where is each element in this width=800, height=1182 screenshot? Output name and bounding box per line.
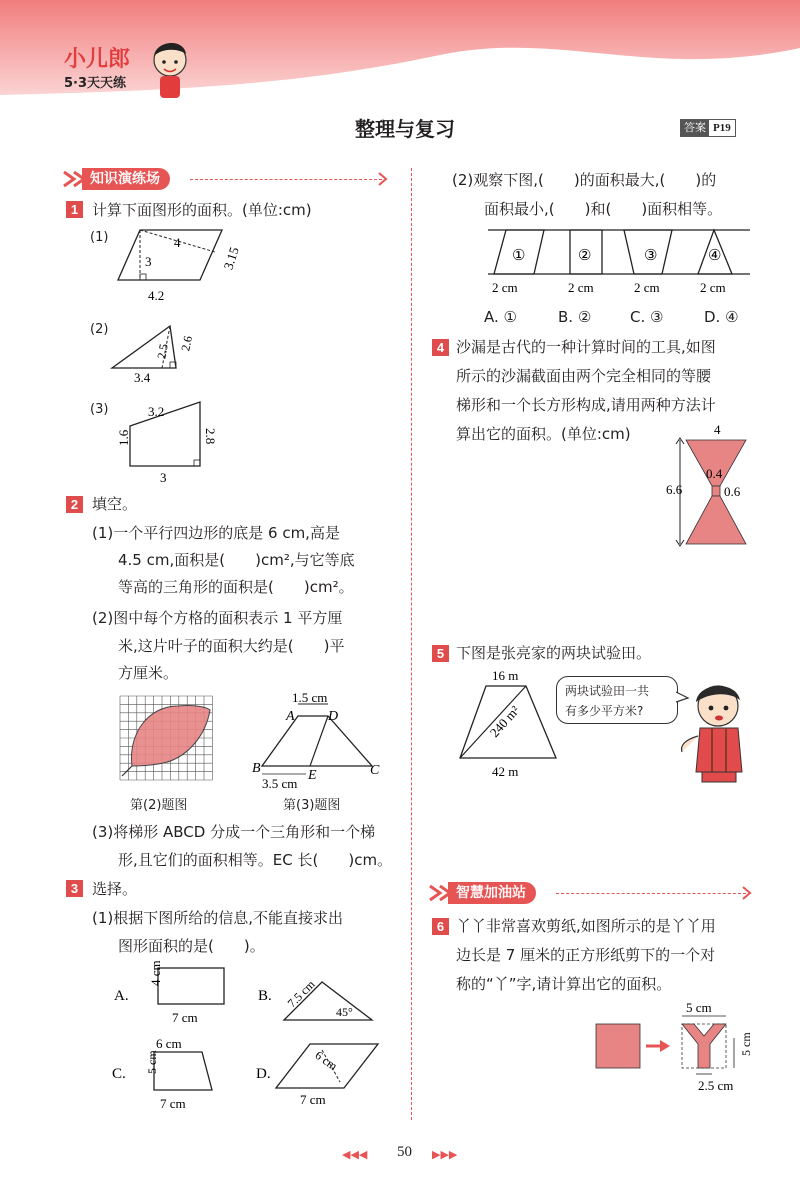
q3-choice-c: C. ③ <box>630 308 664 326</box>
q1-fig1-base: 4.2 <box>148 288 165 303</box>
q3-shape-2: ② <box>578 248 592 264</box>
q1-fig2-label: (2) <box>90 322 109 337</box>
brand-logo: 小儿郎 <box>64 47 131 72</box>
q2-trap-top: 1.5 cm <box>292 692 328 705</box>
q3-opt-a-h: 4 cm <box>148 960 163 986</box>
q3-width-1: 2 cm <box>492 280 518 295</box>
q4-l1: 沙漏是古代的一种计算时间的工具,如图 <box>456 338 716 356</box>
q1-fig2-a: 2.5 <box>154 342 171 360</box>
q4-l2: 所示的沙漏截面由两个完全相同的等腰 <box>456 367 712 385</box>
q4-h: 6.6 <box>666 482 683 497</box>
answer-page: P19 <box>713 122 731 134</box>
q4-top: 4 <box>714 422 721 437</box>
q5-text: 下图是张亮家的两块试验田。 <box>456 644 652 662</box>
q5-number: 5 <box>432 645 449 662</box>
q1-fig3-label: (3) <box>90 402 109 417</box>
q1-fig1-parallelogram <box>110 222 250 306</box>
q6-h-side: 5 cm <box>739 1032 753 1056</box>
q1-fig3-trapezoid <box>110 394 230 486</box>
q6-l3: 称的“丫”字,请计算出它的面积。 <box>456 975 672 993</box>
section-end-arrow-icon-2 <box>742 886 752 900</box>
q2-cap2: 第(2)题图 <box>130 798 188 813</box>
q4-hourglass <box>664 420 764 552</box>
prev-page-arrows[interactable]: ◀◀◀ <box>342 1148 368 1161</box>
q3-shape-1: ① <box>512 248 526 264</box>
q1-fig1-a: 4 <box>174 235 181 250</box>
q3-p1-l2: 图形面积的是( )。 <box>118 937 265 955</box>
q2-trapezoid-abcd <box>250 692 400 792</box>
q6-w-bot: 2.5 cm <box>698 1078 734 1093</box>
q6-paper-cut-diagram <box>590 998 770 1098</box>
q1-fig1-c: 3.15 <box>220 245 242 272</box>
q3-opt-b-ang: 45° <box>336 1005 353 1019</box>
q3-shape-4: ④ <box>708 248 722 264</box>
q3-p1-l1: (1)根据下图所给的信息,不能直接求出 <box>92 909 344 927</box>
q3-opt-b-s: 7.5 cm <box>284 977 318 1011</box>
section-challenge: 智慧加油站 <box>448 882 536 904</box>
q4-l4: 算出它的面积。(单位:cm) <box>456 425 631 443</box>
q1-fig2-base: 3.4 <box>134 370 151 384</box>
boy-character-icon <box>676 676 756 786</box>
q1-fig1-label: (1) <box>90 230 109 245</box>
q4-l3: 梯形和一个长方形构成,请用两种方法计 <box>456 396 716 414</box>
q2-p1-l2: 4.5 cm,面积是( )cm²,与它等底 <box>118 551 355 569</box>
answer-ref <box>680 119 736 137</box>
q2-p2-l1: (2)图中每个方格的面积表示 1 平方厘 <box>92 609 343 627</box>
q2-trap-e: E <box>308 768 317 783</box>
q1-fig3-right: 2.8 <box>203 428 218 445</box>
q1-text: 计算下面图形的面积。(单位:cm) <box>92 201 312 219</box>
q2-p2-l3: 方厘米。 <box>118 664 179 682</box>
page-number: 50 <box>397 1144 412 1160</box>
answer-label: 答案 <box>681 120 709 136</box>
q1-fig1-b: 3 <box>145 254 152 269</box>
q5-bot: 42 m <box>492 764 519 779</box>
q1-fig3-base: 3 <box>160 470 167 485</box>
q2-cap3: 第(3)题图 <box>283 798 341 813</box>
q4-side: 0.6 <box>724 484 741 499</box>
page-title: 整理与复习 <box>355 117 455 141</box>
q2-trap-c: C <box>370 763 380 778</box>
q3-p2-l2: 面积最小,( )和( )面积相等。 <box>484 200 723 218</box>
q3-number: 3 <box>66 880 83 897</box>
q1-number: 1 <box>66 201 83 218</box>
q2-p3-l1: (3)将梯形 ABCD 分成一个三角形和一个梯 <box>92 823 376 841</box>
q2-leaf-grid <box>118 694 218 790</box>
q3-opt-d-label: D. <box>256 1066 271 1082</box>
q2-p3-l2: 形,且它们的面积相等。EC 长( )cm。 <box>118 851 393 869</box>
q1-fig3-left: 1.6 <box>116 429 131 446</box>
q1-fig2-b: 2.6 <box>178 334 196 353</box>
section-end-arrow-icon <box>378 172 388 186</box>
q2-text: 填空。 <box>92 495 138 513</box>
q5-speech-bubble <box>556 676 678 724</box>
q2-p1-l3: 等高的三角形的面积是( )cm²。 <box>118 578 354 596</box>
q4-number: 4 <box>432 339 449 356</box>
q2-trap-a: A <box>286 709 295 724</box>
q5-top: 16 m <box>492 668 519 683</box>
q6-w-top: 5 cm <box>686 1000 712 1015</box>
next-page-arrows[interactable]: ▶▶▶ <box>432 1148 458 1161</box>
q3-width-2: 2 cm <box>568 280 594 295</box>
q6-l2: 边长是 7 厘米的正方形纸剪下的一个对 <box>456 946 716 964</box>
q5-bubble-l1: 两块试验田一共 <box>565 684 650 698</box>
q4-mid: 0.4 <box>706 466 723 481</box>
q3-width-3: 2 cm <box>634 280 660 295</box>
section-line <box>190 179 382 180</box>
q3-opt-a-label: A. <box>114 988 129 1004</box>
q2-trap-be: 3.5 cm <box>262 776 298 791</box>
q3-p2-l1: (2)观察下图,( )的面积最大,( )的 <box>452 171 717 189</box>
q1-fig2-triangle <box>110 318 200 384</box>
q3-opt-d-s: 6 cm <box>312 1048 340 1074</box>
section-practice: 知识演练场 <box>82 168 170 190</box>
q1-fig3-top: 3.2 <box>148 404 165 419</box>
q6-l1: 丫丫非常喜欢剪纸,如图所示的是丫丫用 <box>456 917 716 935</box>
q3-shape-3: ③ <box>644 248 658 264</box>
column-divider <box>411 168 412 1120</box>
q2-number: 2 <box>66 496 83 513</box>
q3-opt-c-top: 6 cm <box>156 1036 182 1051</box>
q2-p2-l2: 米,这片叶子的面积大约是( )平 <box>118 637 345 655</box>
section-line-2 <box>556 893 746 894</box>
q3-opt-c-bot: 7 cm <box>160 1096 186 1111</box>
q3-shapes-between-lines <box>488 226 758 302</box>
q3-opt-b-label: B. <box>258 988 272 1004</box>
q5-field-diagram <box>452 666 562 782</box>
q3-opt-d-bot: 7 cm <box>300 1092 326 1107</box>
q3-choice-d: D. ④ <box>704 308 739 326</box>
q3-choice-a: A. ① <box>484 308 517 326</box>
q3-opt-a-w: 7 cm <box>172 1010 198 1025</box>
mascot-icon <box>148 36 192 100</box>
series-name: 5·3天天练 <box>64 76 127 91</box>
q5-bubble-l2: 有多少平方米? <box>565 704 644 718</box>
q2-p1-l1: (1)一个平行四边形的底是 6 cm,高是 <box>92 524 340 542</box>
q3-opt-c-label: C. <box>112 1066 126 1082</box>
q2-trap-d: D <box>328 709 339 724</box>
q3-choice-b: B. ② <box>558 308 592 326</box>
q3-width-4: 2 cm <box>700 280 726 295</box>
q3-opt-c-h: 5 cm <box>145 1050 159 1074</box>
q2-trap-b: B <box>252 761 261 776</box>
q3-options-figures <box>108 960 398 1116</box>
q6-number: 6 <box>432 918 449 935</box>
q3-text: 选择。 <box>92 880 138 898</box>
q5-diag: 240 m² <box>486 702 523 740</box>
